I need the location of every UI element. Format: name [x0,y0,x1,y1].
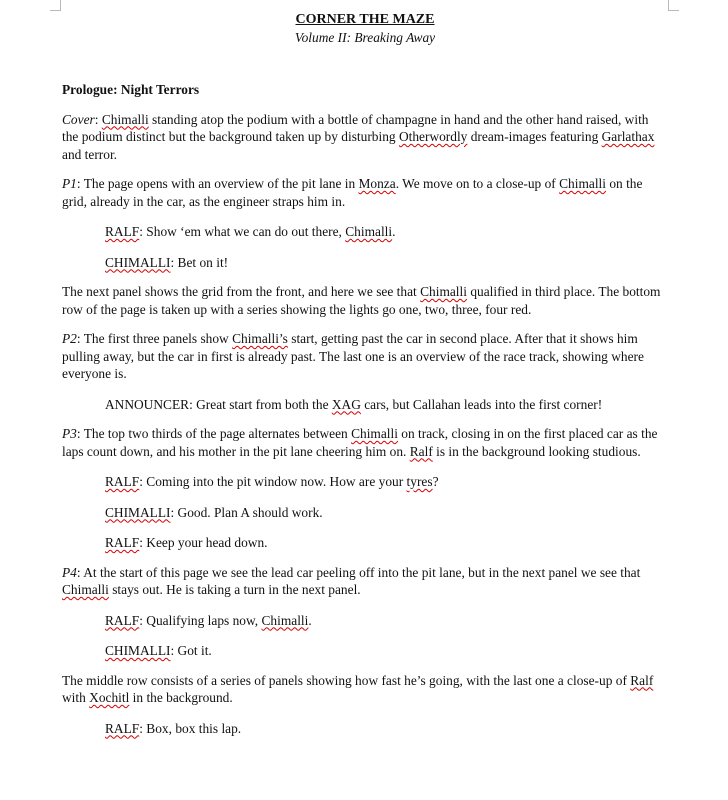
panel-label: Cover [62,111,95,127]
body-paragraph [62,283,668,318]
text-run: : The first three panels show [76,331,233,346]
text-run: : [94,111,102,127]
spellcheck-flagged-word: RALF [105,720,140,736]
text-run: The middle row consists of a series of panels showing how fast he’s going, with the last one a close-up of [62,672,631,688]
spellcheck-flagged-word: Chimalli’s [232,331,288,346]
text-run: . [308,612,312,628]
body-paragraph [62,330,668,383]
spellcheck-flagged-word: CHIMALLI [105,643,171,658]
body-paragraph [62,425,668,460]
text-run: is in the background looking studious. [432,443,641,459]
spellcheck-flagged-word: Chimalli [420,284,467,299]
text-run: standing atop the podium with a bottle of champagne in hand and the other hand raised, with the podium distinct but the background taken up by disturbing [62,111,649,144]
document-page[interactable] [62,11,668,737]
spellcheck-flagged-word: RALF [105,224,140,239]
spellcheck-flagged-word: RALF [105,535,140,550]
text-run: stays out. He is taking a turn in the next panel. [108,582,361,597]
page-margin-mark-left [50,0,61,11]
spellcheck-flagged-word: RALF [105,474,140,489]
text-run: in the background. [129,690,233,705]
dialogue-line [62,473,668,491]
text-run: : Got it. [170,643,212,658]
spellcheck-flagged-word: Chimalli [345,224,393,239]
spellcheck-flagged-word: Garlathax [601,129,655,144]
dialogue-line [62,254,668,272]
spellcheck-flagged-word: Monza [358,176,396,191]
panel-label: P2 [62,331,77,346]
text-run: : Bet on it! [170,254,229,270]
dialogue-line [62,642,668,660]
text-run: : Coming into the pit window now. How are your [139,474,407,489]
spellcheck-flagged-word: Chimalli [101,111,149,127]
dialogue-line [62,720,668,738]
text-run: qualified in third place. The bottom row of the page is taken up with a series showing the lights go one, two, three, four red. [62,284,661,317]
spellcheck-flagged-word: Chimalli [261,612,309,628]
panel-label: P4 [62,564,77,580]
text-run: : The top two thirds of the page alternates between [76,426,352,441]
spellcheck-flagged-word: Otherwordly [398,129,468,144]
spellcheck-flagged-word: Chimalli [559,176,606,191]
text-run: : Show ‘em what we can do out there, [139,224,346,239]
spellcheck-flagged-word: Ralf [409,443,433,459]
text-run: : Qualifying laps now, [139,612,262,628]
text-run: ? [432,474,439,489]
document-subtitle: Volume II: Breaking Away [294,30,436,45]
document-title: CORNER THE MAZE [295,12,435,27]
spellcheck-flagged-word: Xochitl [89,690,130,705]
section-heading: Prologue: Night Terrors [62,82,200,97]
text-run: on the grid, already in the car, as the engineer straps him in. [62,176,643,209]
spellcheck-flagged-word: CHIMALLI [105,254,171,270]
dialogue-line [62,612,668,630]
spellcheck-flagged-word: RALF [105,612,140,628]
spellcheck-flagged-word: Chimalli [351,426,398,441]
text-run: with [62,690,90,705]
text-run: start, getting past the car in second place. After that it shows him pulling away, but the car in first is already past. The last one is an overview of the race track, showing where everyone is. [62,331,644,381]
spellcheck-flagged-word: tyres [406,474,433,489]
text-run: . We move on to a close-up of [395,176,560,191]
spellcheck-flagged-word: Chimalli [62,582,109,597]
text-run: . [392,224,396,239]
text-run: : At the start of this page we see the lead car peeling off into the pit lane, but in the next panel we see that [76,564,641,580]
dialogue-line [62,223,668,241]
body-paragraph [62,111,668,164]
dialogue-line [62,396,668,414]
body-paragraph [62,564,668,599]
text-run: ANNOUNCER: Great start from both the [105,396,332,412]
dialogue-line [62,534,668,552]
spellcheck-flagged-word: CHIMALLI [105,504,171,520]
document-body[interactable] [62,111,668,738]
spellcheck-flagged-word: Ralf [630,672,654,688]
text-run: : Keep your head down. [139,535,268,550]
text-run: and terror. [62,146,118,162]
text-run: : The page opens with an overview of the pit lane in [76,176,359,191]
panel-label: P3 [62,426,77,441]
text-run: : Good. Plan A should work. [170,504,323,520]
body-paragraph [62,672,668,707]
text-run: dream-images featuring [467,129,602,144]
spellcheck-flagged-word: XAG [331,396,361,412]
page-margin-mark-right [668,0,679,11]
text-run: The next panel shows the grid from the front, and here we see that [62,284,421,299]
text-run: : Box, box this lap. [139,720,242,736]
dialogue-line [62,504,668,522]
text-run: cars, but Callahan leads into the first corner! [360,396,603,412]
text-run: on track, closing in on the first placed car as the laps count down, and his mother in the pit lane cheering him on. [62,426,658,459]
panel-label: P1 [62,176,77,191]
body-paragraph [62,175,668,210]
